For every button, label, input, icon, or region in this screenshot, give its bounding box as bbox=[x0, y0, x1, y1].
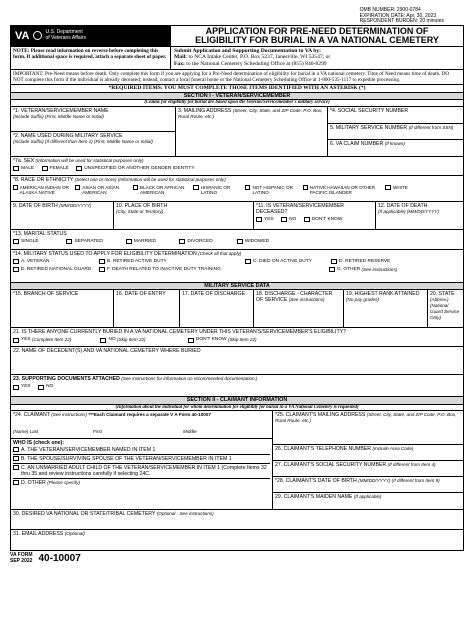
item20-field[interactable] bbox=[428, 290, 463, 327]
omb-number: OMB NUMBER: 2900-0784 bbox=[359, 7, 421, 13]
item13-field bbox=[11, 230, 463, 250]
race-hawaiian-checkbox[interactable]: NATIVE HAWAIIAN OR OTHER PACIFIC ISLANDER bbox=[303, 185, 385, 195]
required-note: *REQUIRED ITEMS: YOU MUST COMPLETE THOSE ITEMS IDENTIFIED WITH AN ASTERISK (*) bbox=[11, 85, 463, 93]
item5-label: 5. MILITARY SERVICE NUMBER bbox=[330, 124, 408, 131]
item7a-label: *7a. SEX bbox=[13, 157, 35, 164]
item29-field[interactable] bbox=[273, 493, 463, 509]
form-body bbox=[10, 84, 464, 552]
section2-subtitle: (Information about the individual for whom determination for eligibility for burial in a VA National Cemetery is requested) bbox=[11, 405, 463, 412]
race-native-checkbox[interactable]: AMERICAN INDIAN OR ALASKA NATIVE bbox=[13, 185, 75, 195]
item15-field[interactable] bbox=[11, 290, 114, 327]
item9-field[interactable] bbox=[11, 202, 114, 229]
sex-female-checkbox[interactable]: FEMALE bbox=[42, 166, 69, 172]
item26-sub: (Include Area Code) bbox=[372, 446, 414, 452]
item22-field[interactable] bbox=[11, 347, 463, 375]
who-is-label: WHO IS (check one): bbox=[13, 440, 65, 447]
item11-label: *11. IS VETERAN/SERVICEMEMBER DECEASED? bbox=[256, 202, 345, 215]
buried-no-checkbox[interactable]: NO (Skip Item 22) bbox=[100, 337, 180, 343]
who-b-checkbox[interactable]: B. THE SPOUSE/SURVIVING SPOUSE OF THE VETERAN/SERVICEMEMBER IN ITEM 1 bbox=[13, 455, 270, 464]
omb-expiration: EXPIRATION DATE: Apr. 30, 2023 bbox=[359, 12, 437, 19]
item19-field[interactable] bbox=[344, 290, 428, 327]
item31-label: 31. EMAIL ADDRESS bbox=[13, 531, 64, 538]
item3-sub: (Street, City, State, and ZIP Code. P.O. Box, Rural Route, etc.) bbox=[178, 107, 323, 119]
item28-field[interactable] bbox=[273, 477, 463, 493]
item21-label: 21. IS THERE ANYONE CURRENTLY BURIED IN A VA NATIONAL CEMETERY UNDER THIS VETERAN'S/SERVICEMEMBER'S ELIGIBILITY? bbox=[13, 329, 347, 336]
mil-died-active-checkbox[interactable]: C. DIED ON ACTIVE DUTY bbox=[245, 259, 325, 265]
mail-label: Mail: bbox=[174, 54, 188, 61]
item11-field bbox=[254, 202, 376, 229]
item9-label: 9. DATE OF BIRTH bbox=[13, 202, 58, 209]
who-a-checkbox[interactable]: A. THE VETERAN/SERVICEMEMBER NAMED IN ITEM 1 bbox=[13, 446, 270, 455]
deceased-yes-checkbox[interactable]: YES bbox=[256, 217, 274, 223]
item2-field[interactable] bbox=[11, 132, 175, 156]
sex-male-checkbox[interactable]: MALE bbox=[13, 166, 34, 172]
item28-label: *28. CLAIMANT'S DATE OF BIRTH bbox=[275, 478, 357, 485]
item30-field[interactable] bbox=[11, 510, 463, 530]
item31-field[interactable] bbox=[11, 530, 463, 550]
item7a-field bbox=[11, 156, 463, 176]
item27-sub: (If different from Item 4) bbox=[387, 462, 436, 468]
item3-label: 3. MAILING ADDRESS bbox=[178, 107, 232, 114]
item18-label: 18. DISCHARGE - CHARACTER OF SERVICE bbox=[256, 291, 333, 304]
who-is-field bbox=[11, 439, 272, 492]
item8-field bbox=[11, 176, 463, 202]
item16-label: 16. DATE OF ENTRY bbox=[116, 291, 166, 298]
footer-date: SEP 2022 bbox=[10, 557, 33, 564]
docs-no-checkbox[interactable]: NO bbox=[38, 384, 53, 390]
item24-field[interactable] bbox=[11, 411, 272, 439]
fax-label: Fax: bbox=[174, 60, 185, 67]
item16-field[interactable] bbox=[114, 290, 180, 327]
item28-sub: (MM/DD/YYYY) (If different from Item 9) bbox=[358, 478, 440, 484]
title-line2: ELIGIBILITY FOR BURIAL IN A VA NATIONAL CEMETERY bbox=[195, 35, 439, 46]
mil-other-checkbox[interactable]: G. OTHER (See instructions) bbox=[329, 267, 397, 273]
item25-sub: (Street, City, State, and ZIP Code, P.O. Box, Rural Route, etc.) bbox=[275, 412, 457, 424]
mil-retired-guard-checkbox[interactable]: E. RETIRED NATIONAL GUARD bbox=[13, 267, 93, 273]
item24-label: *24. CLAIMANT bbox=[13, 412, 50, 419]
item19-label: 19. HIGHEST RANK ATTAINED bbox=[346, 291, 420, 298]
agency-line2: of Veterans Affairs bbox=[45, 34, 86, 41]
marital-single-checkbox[interactable]: SINGLE bbox=[13, 239, 59, 245]
item17-field[interactable] bbox=[180, 290, 254, 327]
deceased-no-checkbox[interactable]: NO bbox=[281, 217, 296, 223]
race-white-checkbox[interactable]: WHITE bbox=[385, 185, 461, 195]
race-black-checkbox[interactable]: BLACK OR AFRICAN AMERICAN bbox=[133, 185, 193, 195]
item15-label: *15. BRANCH OF SERVICE bbox=[13, 291, 79, 298]
item18-field[interactable] bbox=[254, 290, 344, 327]
item4-label: *4. SOCIAL SECURITY NUMBER bbox=[330, 107, 409, 114]
item7a-sub: (Information will be used for statistical purposes only) bbox=[35, 157, 144, 163]
item2-sub: (Include Suffix) (If different than Item 1) (First, Middle Name or Initial) bbox=[13, 138, 153, 144]
item10-field[interactable] bbox=[114, 202, 254, 229]
buried-dontknow-checkbox[interactable]: DON'T KNOW (Skip Item 22) bbox=[188, 337, 257, 343]
item14-label: *14. MILITARY STATUS USED TO APPLY FOR ELIGIBILITY DETERMINATION bbox=[13, 250, 197, 257]
item20-label: 20. STATE bbox=[430, 291, 455, 298]
item6-field[interactable] bbox=[328, 140, 463, 156]
item10-label: 10. PLACE OF BIRTH bbox=[116, 202, 168, 209]
item17-label: 17. DATE OF DISCHARGE bbox=[182, 291, 246, 298]
va-logo: VA bbox=[15, 29, 30, 42]
item9-sub: (MM/DD/YYYY) bbox=[59, 202, 92, 208]
item27-field[interactable] bbox=[273, 461, 463, 477]
docs-yes-checkbox[interactable]: YES bbox=[13, 384, 31, 390]
race-hispanic-checkbox[interactable]: HISPANIC OR LATINO bbox=[193, 185, 245, 195]
item1-sub: (Include Suffix) (First, Middle Name or Initial) bbox=[13, 113, 104, 119]
item5-sub: (If different from SSN) bbox=[408, 124, 454, 130]
item12-field[interactable] bbox=[376, 202, 463, 229]
item12-sub: (If applicable) (MM/DD/YYYY) bbox=[378, 208, 440, 214]
item12-label: 12. DATE OF DEATH bbox=[378, 202, 428, 209]
item20-sub: (Abbrev.) (National Guard Service Only) bbox=[430, 297, 460, 321]
mil-veteran-checkbox[interactable]: A. VETERAN bbox=[13, 259, 93, 265]
item25-label: *25. CLAIMANT'S MAILING ADDRESS bbox=[275, 412, 366, 419]
agency-line1: U.S. Department bbox=[45, 29, 83, 36]
item21-field bbox=[11, 328, 463, 347]
item26-label: 26. CLAIMANT'S TELEPHONE NUMBER bbox=[275, 446, 372, 453]
footer-form-label: VA FORM bbox=[10, 552, 33, 559]
submit-heading: Submit Application and Supporting Documentation to VA by: bbox=[174, 47, 321, 54]
buried-yes-checkbox[interactable]: YES (Complete Item 22) bbox=[13, 337, 93, 343]
marital-widowed-checkbox[interactable]: WIDOWED bbox=[237, 239, 269, 245]
important-note: IMPORTANT: Pre-Need means before death. Only complete this form if you are applying for a Pre-Need determination of eligibility for burial in a VA national cemetery. Time of Need means time of death. DO NOT complete this form if the individual is already deceased; instead, contact a local funeral home or the National Cemetery Scheduling Office at 1-800-535-1117 to expedite processing. bbox=[10, 69, 464, 84]
claimant-middle-label: Middle bbox=[183, 429, 197, 435]
mil-inactive-duty-checkbox[interactable]: F. DEATH RELATED TO INACTIVE DUTY TRAINING bbox=[99, 267, 323, 273]
item6-sub: (If known) bbox=[384, 140, 405, 146]
title-line1: APPLICATION FOR PRE-NEED DETERMINATION OF bbox=[205, 25, 429, 36]
form-title bbox=[171, 26, 463, 46]
who-d-checkbox[interactable]: D. OTHER (Please specify) bbox=[13, 479, 270, 491]
item3-field[interactable] bbox=[176, 107, 328, 156]
item1-field[interactable] bbox=[11, 107, 175, 132]
section2-title: SECTION II - CLAIMANT INFORMATION bbox=[11, 397, 463, 405]
item2-label: *2. NAME USED DURING MILITARY SERVICE bbox=[13, 132, 123, 139]
marital-married-checkbox[interactable]: MARRIED bbox=[126, 239, 172, 245]
omb-block bbox=[10, 8, 464, 25]
section1-subtitle: (Claims for eligibility for burial are based upon the Veteran/Servicemember's military service) bbox=[11, 100, 463, 107]
item14-field bbox=[11, 250, 463, 283]
item23-sub: (See instructions for information on recommended documentation.) bbox=[121, 376, 258, 382]
deceased-dontknow-checkbox[interactable]: DON'T KNOW bbox=[304, 217, 343, 223]
item27-label: 27. CLAIMANT'S SOCIAL SECURITY NUMBER bbox=[275, 462, 387, 469]
footer-form-number: 40-10007 bbox=[38, 553, 81, 565]
item31-sub: (Optional) bbox=[64, 531, 85, 537]
item24-note: ***Each Claimant requires a separate V A Form 40-10007 bbox=[88, 412, 211, 418]
agency-block bbox=[11, 26, 171, 46]
mil-other-sub: (See instructions) bbox=[361, 266, 398, 272]
item30-sub: (Optional - See instructions) bbox=[156, 511, 214, 517]
item8-label: *8. RACE OR ETHNICITY bbox=[13, 176, 74, 183]
item24-sub: (See instructions) bbox=[51, 412, 88, 418]
va-seal-icon bbox=[33, 31, 42, 40]
note-text: NOTE: Please read information on reverse before completing this form. If additional space is required, attach a separate sheet of paper. bbox=[11, 47, 171, 69]
claimant-first-label: First bbox=[93, 429, 102, 435]
item26-field[interactable] bbox=[273, 445, 463, 461]
claimant-last-label: (Name) Last bbox=[13, 429, 39, 435]
item23-field bbox=[11, 375, 463, 397]
marital-separated-checkbox[interactable]: SEPARATED bbox=[66, 239, 118, 245]
sex-unspecified-checkbox[interactable]: UNSPECIFIED OR ANOTHER GENDER IDENTITY bbox=[76, 166, 194, 172]
item10-sub: (City, State or Territory) bbox=[116, 208, 164, 214]
item22-label: 22. NAME OF DECEDENT(S) AND VA NATIONAL CEMETERY WHERE BURIED bbox=[13, 348, 201, 355]
race-not-hispanic-checkbox[interactable]: NOT HISPANIC OR LATINO bbox=[245, 185, 303, 195]
submit-block bbox=[171, 47, 463, 69]
item30-label: 30. DESIRED VA NATIONAL OR STATE/TRIBAL CEMETERY bbox=[13, 511, 156, 518]
marital-divorced-checkbox[interactable]: DIVORCED bbox=[179, 239, 229, 245]
item23-label: 23. SUPPORTING DOCUMENTS ATTACHED bbox=[13, 376, 120, 383]
fax-text: to the National Cemetery Scheduling Office at (855) 840-8299 bbox=[186, 60, 327, 67]
item25-field[interactable] bbox=[273, 411, 463, 445]
item4-field[interactable] bbox=[328, 107, 463, 124]
item5-field[interactable] bbox=[328, 124, 463, 140]
item29-sub: (If applicable) bbox=[353, 494, 382, 500]
mil-retired-reserve-checkbox[interactable]: D. RETIRED RESERVE bbox=[331, 259, 390, 265]
item14-sub: (Check all that apply) bbox=[198, 250, 242, 256]
item1-label: *1. VETERAN/SERVICEMEMBER NAME bbox=[13, 107, 109, 114]
form-footer bbox=[10, 553, 464, 564]
mail-text: to NCA Intake Center, P.O. Box 5237, Janesville, WI 53547; or bbox=[188, 54, 331, 61]
section1-title: SECTION I - VETERAN/SERVICEMEMBER bbox=[11, 93, 463, 101]
who-c-checkbox[interactable]: C. AN UNMARRIED ADULT CHILD OF THE VETERAN/SERVICEMEMBER IN ITEM 1 (Complete Items 32 thru 35 and review instructions carefully if selecting 24C. bbox=[13, 464, 270, 479]
item8-sub: (Select one or more) (Information will be used for statistical purposes only) bbox=[74, 176, 226, 182]
military-service-header: MILITARY SERVICE DATA bbox=[11, 283, 463, 291]
item29-label: 29. CLAIMANT'S MAIDEN NAME bbox=[275, 494, 353, 501]
item19-sub: (No pay grades) bbox=[346, 297, 379, 303]
item13-label: *13. MARITAL STATUS bbox=[13, 230, 67, 237]
item18-sub: (See instructions) bbox=[288, 297, 325, 303]
omb-burden: RESPONDENT BURDEN: 20 minutes bbox=[359, 18, 444, 25]
race-asian-checkbox[interactable]: ASIAN OR ASIAN AMERICAN bbox=[75, 185, 133, 195]
item6-label: 6. VA CLAIM NUMBER bbox=[330, 140, 384, 147]
mil-retired-active-checkbox[interactable]: B. RETIRED ACTIVE DUTY bbox=[99, 259, 239, 265]
